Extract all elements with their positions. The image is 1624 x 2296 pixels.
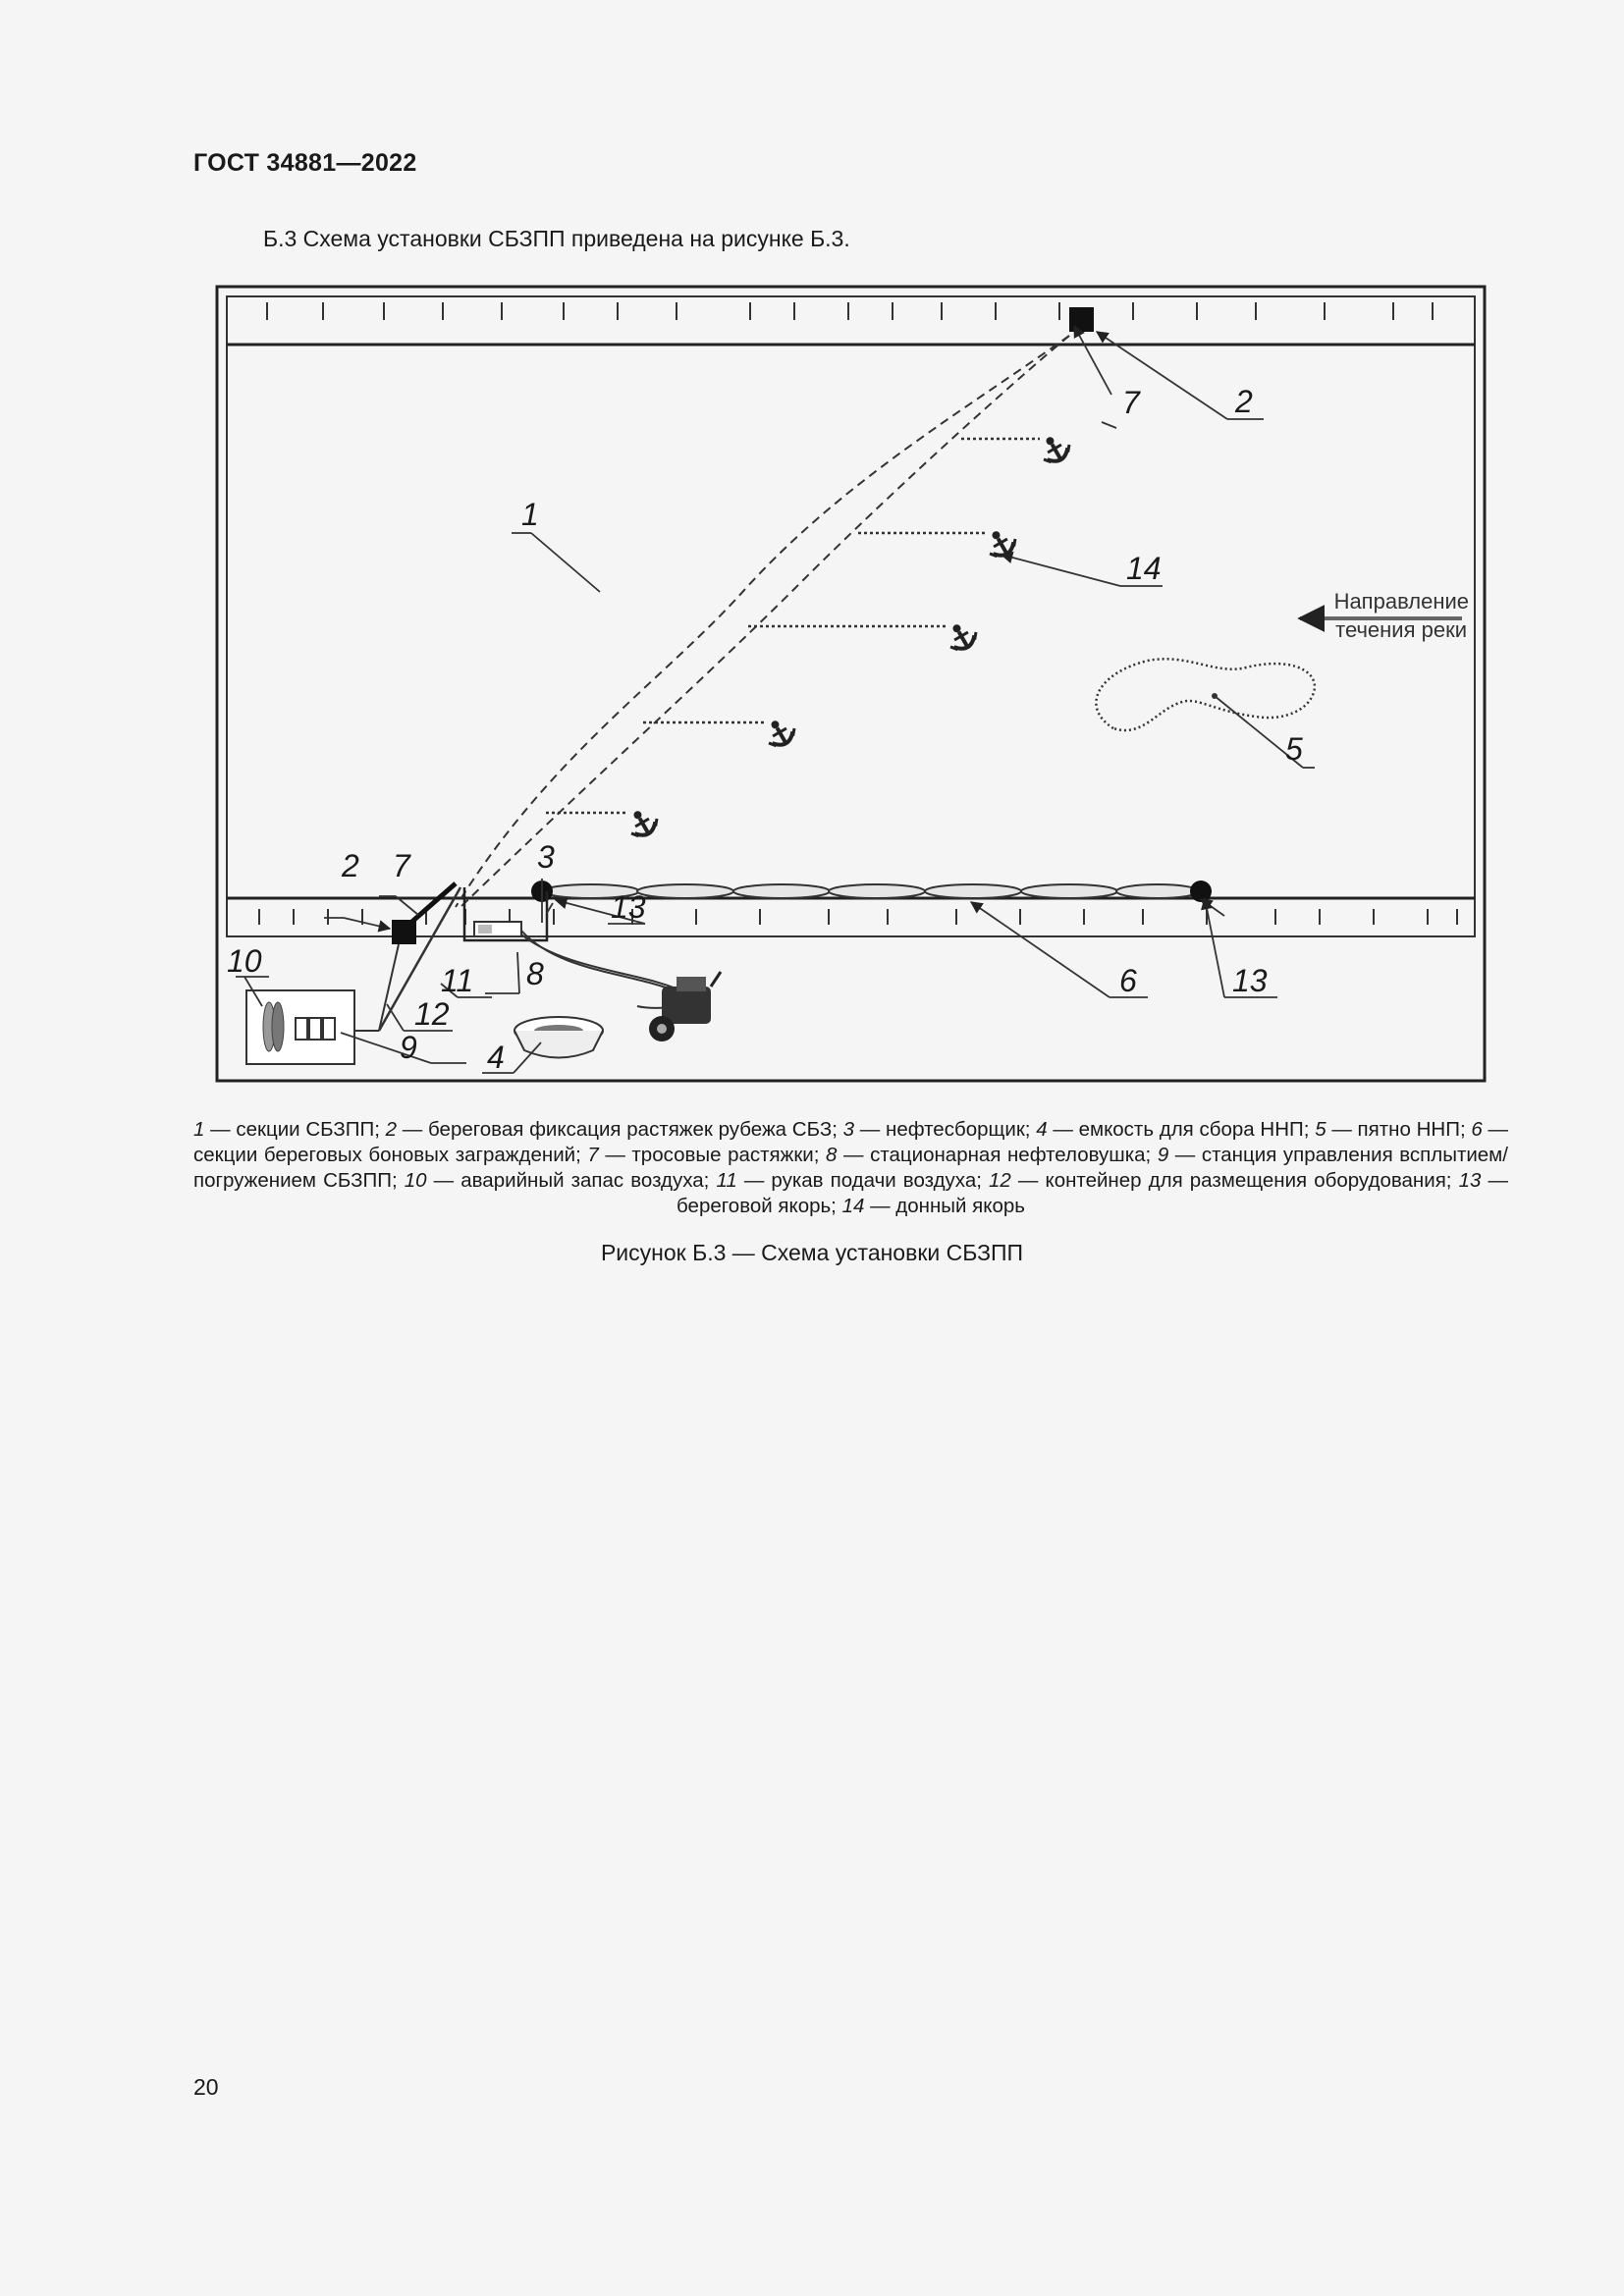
boom-sections [456, 336, 1069, 907]
figure-frame [217, 287, 1485, 1081]
legend-item-number: 12 [989, 1169, 1011, 1192]
bottom-anchors [546, 430, 1074, 841]
collection-tank [514, 1017, 603, 1058]
flow-label-line1: Направление [1333, 589, 1469, 614]
flow-label-line2: течения реки [1335, 617, 1467, 642]
callout-11: 11 [441, 963, 474, 998]
document-header: ГОСТ 34881—2022 [193, 149, 417, 177]
callout-4: 4 [487, 1040, 505, 1075]
callout-6: 6 [1119, 963, 1137, 998]
callout-10: 10 [227, 943, 262, 979]
callout-9: 9 [400, 1030, 417, 1065]
callout-5: 5 [1285, 731, 1303, 767]
callout-7-left: 7 [393, 848, 410, 883]
page-number: 20 [193, 2074, 219, 2100]
legend-item-text: — нефтесборщик; [854, 1118, 1037, 1141]
legend-item-text: — береговой якорь; [677, 1169, 1508, 1217]
legend-item-number: 14 [841, 1195, 865, 1217]
callout-1: 1 [521, 497, 539, 532]
legend-item-text: — емкость для сбора ННП; [1047, 1118, 1316, 1141]
legend-item-text: — аварийный запас воздуха; [426, 1169, 717, 1192]
legend-item-number: 3 [842, 1118, 855, 1141]
legend-item-number: 2 [385, 1118, 398, 1141]
anchor-icon [943, 617, 981, 655]
callout-12: 12 [414, 996, 450, 1032]
callout-13-left: 13 [611, 889, 646, 925]
callout-8: 8 [526, 956, 544, 991]
anchor-icon [623, 804, 662, 841]
oil-spill [1096, 659, 1315, 730]
figure-legend [193, 1117, 1508, 1219]
anchor-icon [1036, 430, 1074, 467]
legend-item-number: 6 [1471, 1118, 1483, 1141]
legend-item-text: — тросовые растяжки; [598, 1144, 827, 1166]
legend-item-number: 4 [1036, 1118, 1048, 1141]
callout-14: 14 [1126, 551, 1162, 586]
legend-item-text: — донный якорь [864, 1195, 1025, 1217]
legend-item-number: 10 [404, 1169, 427, 1192]
figure-caption: Рисунок Б.3 — Схема установки СБЗПП [600, 1240, 1024, 1265]
legend-item-number: 7 [587, 1144, 599, 1166]
callout-7-top: 7 [1122, 385, 1140, 420]
shore-fixation-top [1069, 307, 1094, 332]
control-station [296, 1018, 335, 1040]
legend-item-number: 9 [1157, 1144, 1169, 1166]
anchor-icon [982, 524, 1020, 561]
callout-2-top: 2 [1235, 384, 1253, 419]
legend-item-number: 11 [716, 1169, 737, 1192]
legend-item-text: — рукав подачи воздуха; [736, 1169, 990, 1192]
anchor-icon [761, 714, 799, 751]
callout-13-right: 13 [1232, 963, 1268, 998]
installation-scheme-figure [215, 285, 1487, 1083]
legend-item-text: — секции СБЗПП; [204, 1118, 386, 1141]
legend-item-number: 13 [1458, 1169, 1482, 1192]
legend-item-text: — стационарная нефтеловушка; [837, 1144, 1158, 1166]
legend-item-number: 1 [193, 1118, 205, 1141]
legend-item-text: — береговая фиксация растяжек рубежа СБЗ; [397, 1118, 843, 1141]
callout-2-left: 2 [342, 848, 359, 883]
callout-3: 3 [537, 839, 555, 875]
legend-item-number: 5 [1315, 1118, 1326, 1141]
legend-item-text: — станция управления всплытием/погружением СБЗПП; [193, 1144, 1508, 1192]
shore-anchor-right [1190, 881, 1212, 902]
top-shore [227, 302, 1475, 345]
legend-item-text: — пятно ННП; [1326, 1118, 1472, 1141]
legend-item-text: — контейнер для размещения оборудования; [1010, 1169, 1459, 1192]
legend-item-number: 8 [826, 1144, 838, 1166]
intro-paragraph: Б.3 Схема установки СБЗПП приведена на рисунке Б.3. [263, 226, 850, 251]
legend-item-text: — секции береговых боновых заграждений; [193, 1118, 1509, 1166]
